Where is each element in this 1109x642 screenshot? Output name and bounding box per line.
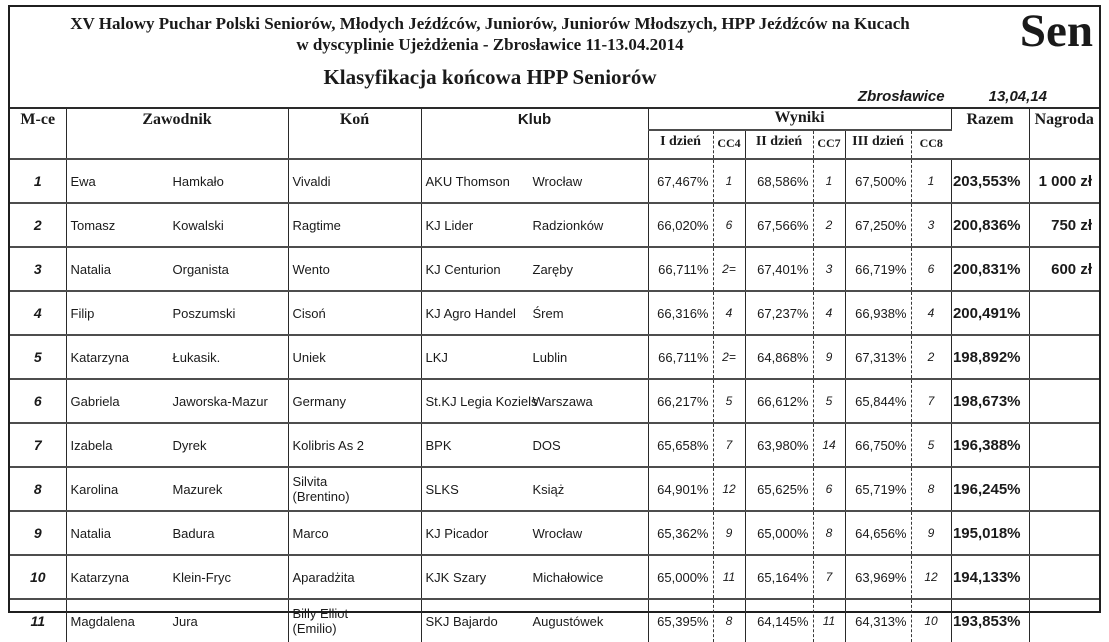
prize-cell	[1029, 467, 1099, 511]
club-name: SLKS	[425, 481, 459, 497]
day1-rank-cell: 7	[713, 423, 745, 467]
rider-last-name: Organista	[172, 261, 229, 277]
day1-score-cell: 66,711%	[648, 247, 713, 291]
rider-first-name: Karolina	[70, 481, 119, 497]
day1-score-cell: 65,362%	[648, 511, 713, 555]
place-cell: 8	[10, 467, 66, 511]
horse-cell	[288, 467, 421, 511]
day3-score-cell: 66,938%	[845, 291, 911, 335]
prize-cell	[1029, 555, 1099, 599]
day2-rank-cell: 8	[813, 511, 845, 555]
table-row	[10, 159, 1099, 203]
total-cell: 200,491%	[951, 291, 1029, 335]
column-header-day2: II dzień	[745, 130, 813, 159]
day1-rank-cell: 6	[713, 203, 745, 247]
horse-cell	[288, 247, 421, 291]
club-city: Radzionków	[532, 217, 604, 233]
horse-name: Vivaldi	[292, 173, 331, 189]
horse-cell	[288, 511, 421, 555]
prize-cell	[1029, 379, 1099, 423]
club-name: KJ Agro Handel	[425, 305, 516, 321]
table-row	[10, 467, 1099, 511]
horse-name: Billy Elliot	[292, 606, 349, 621]
day3-rank-cell: 2	[911, 335, 951, 379]
day1-rank-cell: 2=	[713, 335, 745, 379]
club-name: KJK Szary	[425, 569, 487, 585]
total-cell: 193,853%	[951, 599, 1029, 642]
day1-score-cell: 65,658%	[648, 423, 713, 467]
day2-score-cell: 67,237%	[745, 291, 813, 335]
club-city: Lublin	[532, 349, 568, 365]
rider-first-name: Izabela	[70, 437, 113, 453]
rider-cell	[66, 335, 288, 379]
rider-last-name: Łukasik.	[172, 349, 221, 365]
club-city: Michałowice	[532, 569, 604, 585]
classification-title: Klasyfikacja końcowa HPP Seniorów	[323, 65, 657, 89]
club-city: DOS	[532, 437, 561, 453]
column-header-cc4: CC4	[713, 130, 745, 159]
day3-rank-cell: 9	[911, 511, 951, 555]
column-header-rider: Zawodnik	[66, 108, 288, 159]
day2-score-cell: 65,000%	[745, 511, 813, 555]
rider-cell	[66, 247, 288, 291]
day1-score-cell: 66,316%	[648, 291, 713, 335]
rider-last-name: Jura	[172, 613, 198, 629]
total-cell: 196,388%	[951, 423, 1029, 467]
horse-name: Cisoń	[292, 305, 326, 321]
rider-cell	[66, 555, 288, 599]
day2-score-cell: 64,868%	[745, 335, 813, 379]
day1-rank-cell: 9	[713, 511, 745, 555]
day1-score-cell: 66,217%	[648, 379, 713, 423]
horse-name: Kolibris As 2	[292, 437, 365, 453]
table-row	[10, 291, 1099, 335]
rider-last-name: Badura	[172, 525, 215, 541]
place-cell: 6	[10, 379, 66, 423]
place-cell: 7	[10, 423, 66, 467]
day3-score-cell: 66,750%	[845, 423, 911, 467]
rider-last-name: Poszumski	[172, 305, 236, 321]
table-row	[10, 423, 1099, 467]
day2-rank-cell: 9	[813, 335, 845, 379]
horse-cell	[288, 555, 421, 599]
place-cell: 10	[10, 555, 66, 599]
place-cell: 4	[10, 291, 66, 335]
day1-rank-cell: 1	[713, 159, 745, 203]
rider-cell	[66, 599, 288, 642]
day3-rank-cell: 10	[911, 599, 951, 642]
rider-first-name: Natalia	[70, 261, 111, 277]
horse-cell	[288, 291, 421, 335]
day3-score-cell: 67,500%	[845, 159, 911, 203]
day1-rank-cell: 12	[713, 467, 745, 511]
date-label: 13,04,14	[988, 88, 1047, 105]
day1-rank-cell: 2=	[713, 247, 745, 291]
club-name: SKJ Bajardo	[425, 613, 498, 629]
rider-cell	[66, 203, 288, 247]
club-cell	[421, 159, 648, 203]
club-cell	[421, 203, 648, 247]
rider-cell	[66, 291, 288, 335]
club-cell	[421, 467, 648, 511]
day3-rank-cell: 3	[911, 203, 951, 247]
club-name: AKU Thomson	[425, 173, 510, 189]
day2-rank-cell: 5	[813, 379, 845, 423]
column-header-day3: III dzień	[845, 130, 911, 159]
rider-cell	[66, 423, 288, 467]
rider-last-name: Dyrek	[172, 437, 207, 453]
day1-score-cell: 65,000%	[648, 555, 713, 599]
horse-name: Germany	[292, 393, 346, 409]
club-name: KJ Lider	[425, 217, 474, 233]
day3-score-cell: 66,719%	[845, 247, 911, 291]
day2-score-cell: 63,980%	[745, 423, 813, 467]
day2-score-cell: 66,612%	[745, 379, 813, 423]
column-header-club: Klub	[421, 108, 648, 159]
results-table-header	[10, 108, 1099, 159]
column-header-prize: Nagroda	[1029, 108, 1099, 159]
place-cell: 1	[10, 159, 66, 203]
day3-score-cell: 67,313%	[845, 335, 911, 379]
day3-rank-cell: 6	[911, 247, 951, 291]
horse-name: Ragtime	[292, 217, 341, 233]
club-cell	[421, 511, 648, 555]
day2-score-cell: 68,586%	[745, 159, 813, 203]
horse-name: Wento	[292, 261, 330, 277]
rider-first-name: Ewa	[70, 173, 96, 189]
day2-rank-cell: 11	[813, 599, 845, 642]
club-name: St.KJ Legia Koziels	[425, 393, 538, 409]
club-city: Wrocław	[532, 173, 583, 189]
rider-last-name: Kowalski	[172, 217, 224, 233]
day2-rank-cell: 14	[813, 423, 845, 467]
results-tbody	[10, 159, 1099, 642]
club-city: Śrem	[532, 305, 564, 321]
rider-first-name: Filip	[70, 305, 95, 321]
horse-name: Marco	[292, 525, 329, 541]
day3-rank-cell: 8	[911, 467, 951, 511]
rider-first-name: Katarzyna	[70, 569, 130, 585]
competition-title: XV Halowy Puchar Polski Seniorów, Młodych Jeźdźców, Juniorów, Juniorów Młodszych, HPP Jeźdźców na Kucach	[70, 14, 910, 33]
day2-score-cell: 65,164%	[745, 555, 813, 599]
total-cell: 198,673%	[951, 379, 1029, 423]
horse-cell	[288, 203, 421, 247]
total-cell: 194,133%	[951, 555, 1029, 599]
horse-name: Aparadżita	[292, 569, 355, 585]
place-cell: 2	[10, 203, 66, 247]
club-name: KJ Centurion	[425, 261, 501, 277]
prize-cell	[1029, 335, 1099, 379]
total-cell: 198,892%	[951, 335, 1029, 379]
column-header-cc7: CC7	[813, 130, 845, 159]
rider-last-name: Hamkało	[172, 173, 224, 189]
day1-rank-cell: 8	[713, 599, 745, 642]
rider-first-name: Natalia	[70, 525, 111, 541]
day3-rank-cell: 1	[911, 159, 951, 203]
day1-score-cell: 67,467%	[648, 159, 713, 203]
place-cell: 5	[10, 335, 66, 379]
club-cell	[421, 379, 648, 423]
total-cell: 200,836%	[951, 203, 1029, 247]
table-row	[10, 203, 1099, 247]
day3-score-cell: 65,719%	[845, 467, 911, 511]
competition-subtitle: w dyscyplinie Ujeżdżenia - Zbrosławice 11-13.04.2014	[296, 35, 684, 54]
day2-rank-cell: 7	[813, 555, 845, 599]
venue-label: Zbrosławice	[857, 88, 945, 105]
total-cell: 200,831%	[951, 247, 1029, 291]
day3-rank-cell: 5	[911, 423, 951, 467]
day1-rank-cell: 5	[713, 379, 745, 423]
day2-rank-cell: 6	[813, 467, 845, 511]
horse-cell	[288, 159, 421, 203]
day1-score-cell: 65,395%	[648, 599, 713, 642]
prize-cell	[1029, 291, 1099, 335]
club-cell	[421, 335, 648, 379]
club-name: LKJ	[425, 349, 448, 365]
category-code: Sen	[1019, 5, 1093, 57]
rider-last-name: Klein-Fryc	[172, 569, 232, 585]
rider-first-name: Tomasz	[70, 217, 116, 233]
column-header-place: M-ce	[10, 108, 66, 159]
day3-score-cell: 64,656%	[845, 511, 911, 555]
day2-rank-cell: 1	[813, 159, 845, 203]
club-name: KJ Picador	[425, 525, 489, 541]
results-table	[10, 107, 1099, 642]
day2-score-cell: 65,625%	[745, 467, 813, 511]
column-header-day1: I dzień	[648, 130, 713, 159]
table-row	[10, 599, 1099, 642]
day3-score-cell: 67,250%	[845, 203, 911, 247]
horse-cell	[288, 599, 421, 642]
rider-cell	[66, 511, 288, 555]
place-cell: 11	[10, 599, 66, 642]
table-row	[10, 247, 1099, 291]
horse-cell	[288, 379, 421, 423]
total-cell: 203,553%	[951, 159, 1029, 203]
total-cell: 196,245%	[951, 467, 1029, 511]
column-header-total: Razem	[951, 108, 1029, 159]
rider-first-name: Magdalena	[70, 613, 135, 629]
day1-rank-cell: 4	[713, 291, 745, 335]
club-city: Zaręby	[532, 261, 573, 277]
rider-last-name: Mazurek	[172, 481, 223, 497]
prize-cell: 1 000 zł	[1029, 159, 1099, 203]
horse-cell	[288, 335, 421, 379]
prize-cell: 750 zł	[1029, 203, 1099, 247]
club-cell	[421, 291, 648, 335]
rider-cell	[66, 467, 288, 511]
table-row	[10, 379, 1099, 423]
day3-rank-cell: 12	[911, 555, 951, 599]
day2-rank-cell: 2	[813, 203, 845, 247]
horse-cell	[288, 423, 421, 467]
club-cell	[421, 555, 648, 599]
rider-first-name: Katarzyna	[70, 349, 130, 365]
club-cell	[421, 423, 648, 467]
prize-cell: 600 zł	[1029, 247, 1099, 291]
horse-name-alt: (Emilio)	[292, 621, 337, 636]
horse-name-alt: (Brentino)	[292, 489, 350, 504]
day3-rank-cell: 4	[911, 291, 951, 335]
day2-rank-cell: 4	[813, 291, 845, 335]
club-cell	[421, 599, 648, 642]
club-city: Augustówek	[532, 613, 604, 629]
day1-score-cell: 66,020%	[648, 203, 713, 247]
rider-first-name: Gabriela	[70, 393, 120, 409]
day1-score-cell: 66,711%	[648, 335, 713, 379]
place-cell: 9	[10, 511, 66, 555]
venue-date-line	[858, 88, 1047, 105]
table-row	[10, 511, 1099, 555]
club-city: Książ	[532, 481, 565, 497]
club-name: BPK	[425, 437, 452, 453]
column-header-results-group: Wyniki	[648, 108, 951, 130]
rider-cell	[66, 379, 288, 423]
table-row	[10, 335, 1099, 379]
total-cell: 195,018%	[951, 511, 1029, 555]
horse-name: Uniek	[292, 349, 326, 365]
prize-cell	[1029, 423, 1099, 467]
day3-rank-cell: 7	[911, 379, 951, 423]
day3-score-cell: 63,969%	[845, 555, 911, 599]
column-header-horse: Koń	[288, 108, 421, 159]
document-title-block	[10, 13, 970, 90]
day2-score-cell: 64,145%	[745, 599, 813, 642]
column-header-cc8: CC8	[911, 130, 951, 159]
table-row	[10, 555, 1099, 599]
results-sheet	[8, 5, 1101, 636]
prize-cell	[1029, 599, 1099, 642]
day2-score-cell: 67,566%	[745, 203, 813, 247]
prize-cell	[1029, 511, 1099, 555]
day2-rank-cell: 3	[813, 247, 845, 291]
day3-score-cell: 64,313%	[845, 599, 911, 642]
day1-rank-cell: 11	[713, 555, 745, 599]
day2-score-cell: 67,401%	[745, 247, 813, 291]
club-city: Wrocław	[532, 525, 583, 541]
club-cell	[421, 247, 648, 291]
rider-cell	[66, 159, 288, 203]
place-cell: 3	[10, 247, 66, 291]
day3-score-cell: 65,844%	[845, 379, 911, 423]
club-city: Warszawa	[532, 393, 593, 409]
horse-name: Silvita	[292, 474, 328, 489]
rider-last-name: Jaworska-Mazur	[172, 393, 268, 409]
day1-score-cell: 64,901%	[648, 467, 713, 511]
